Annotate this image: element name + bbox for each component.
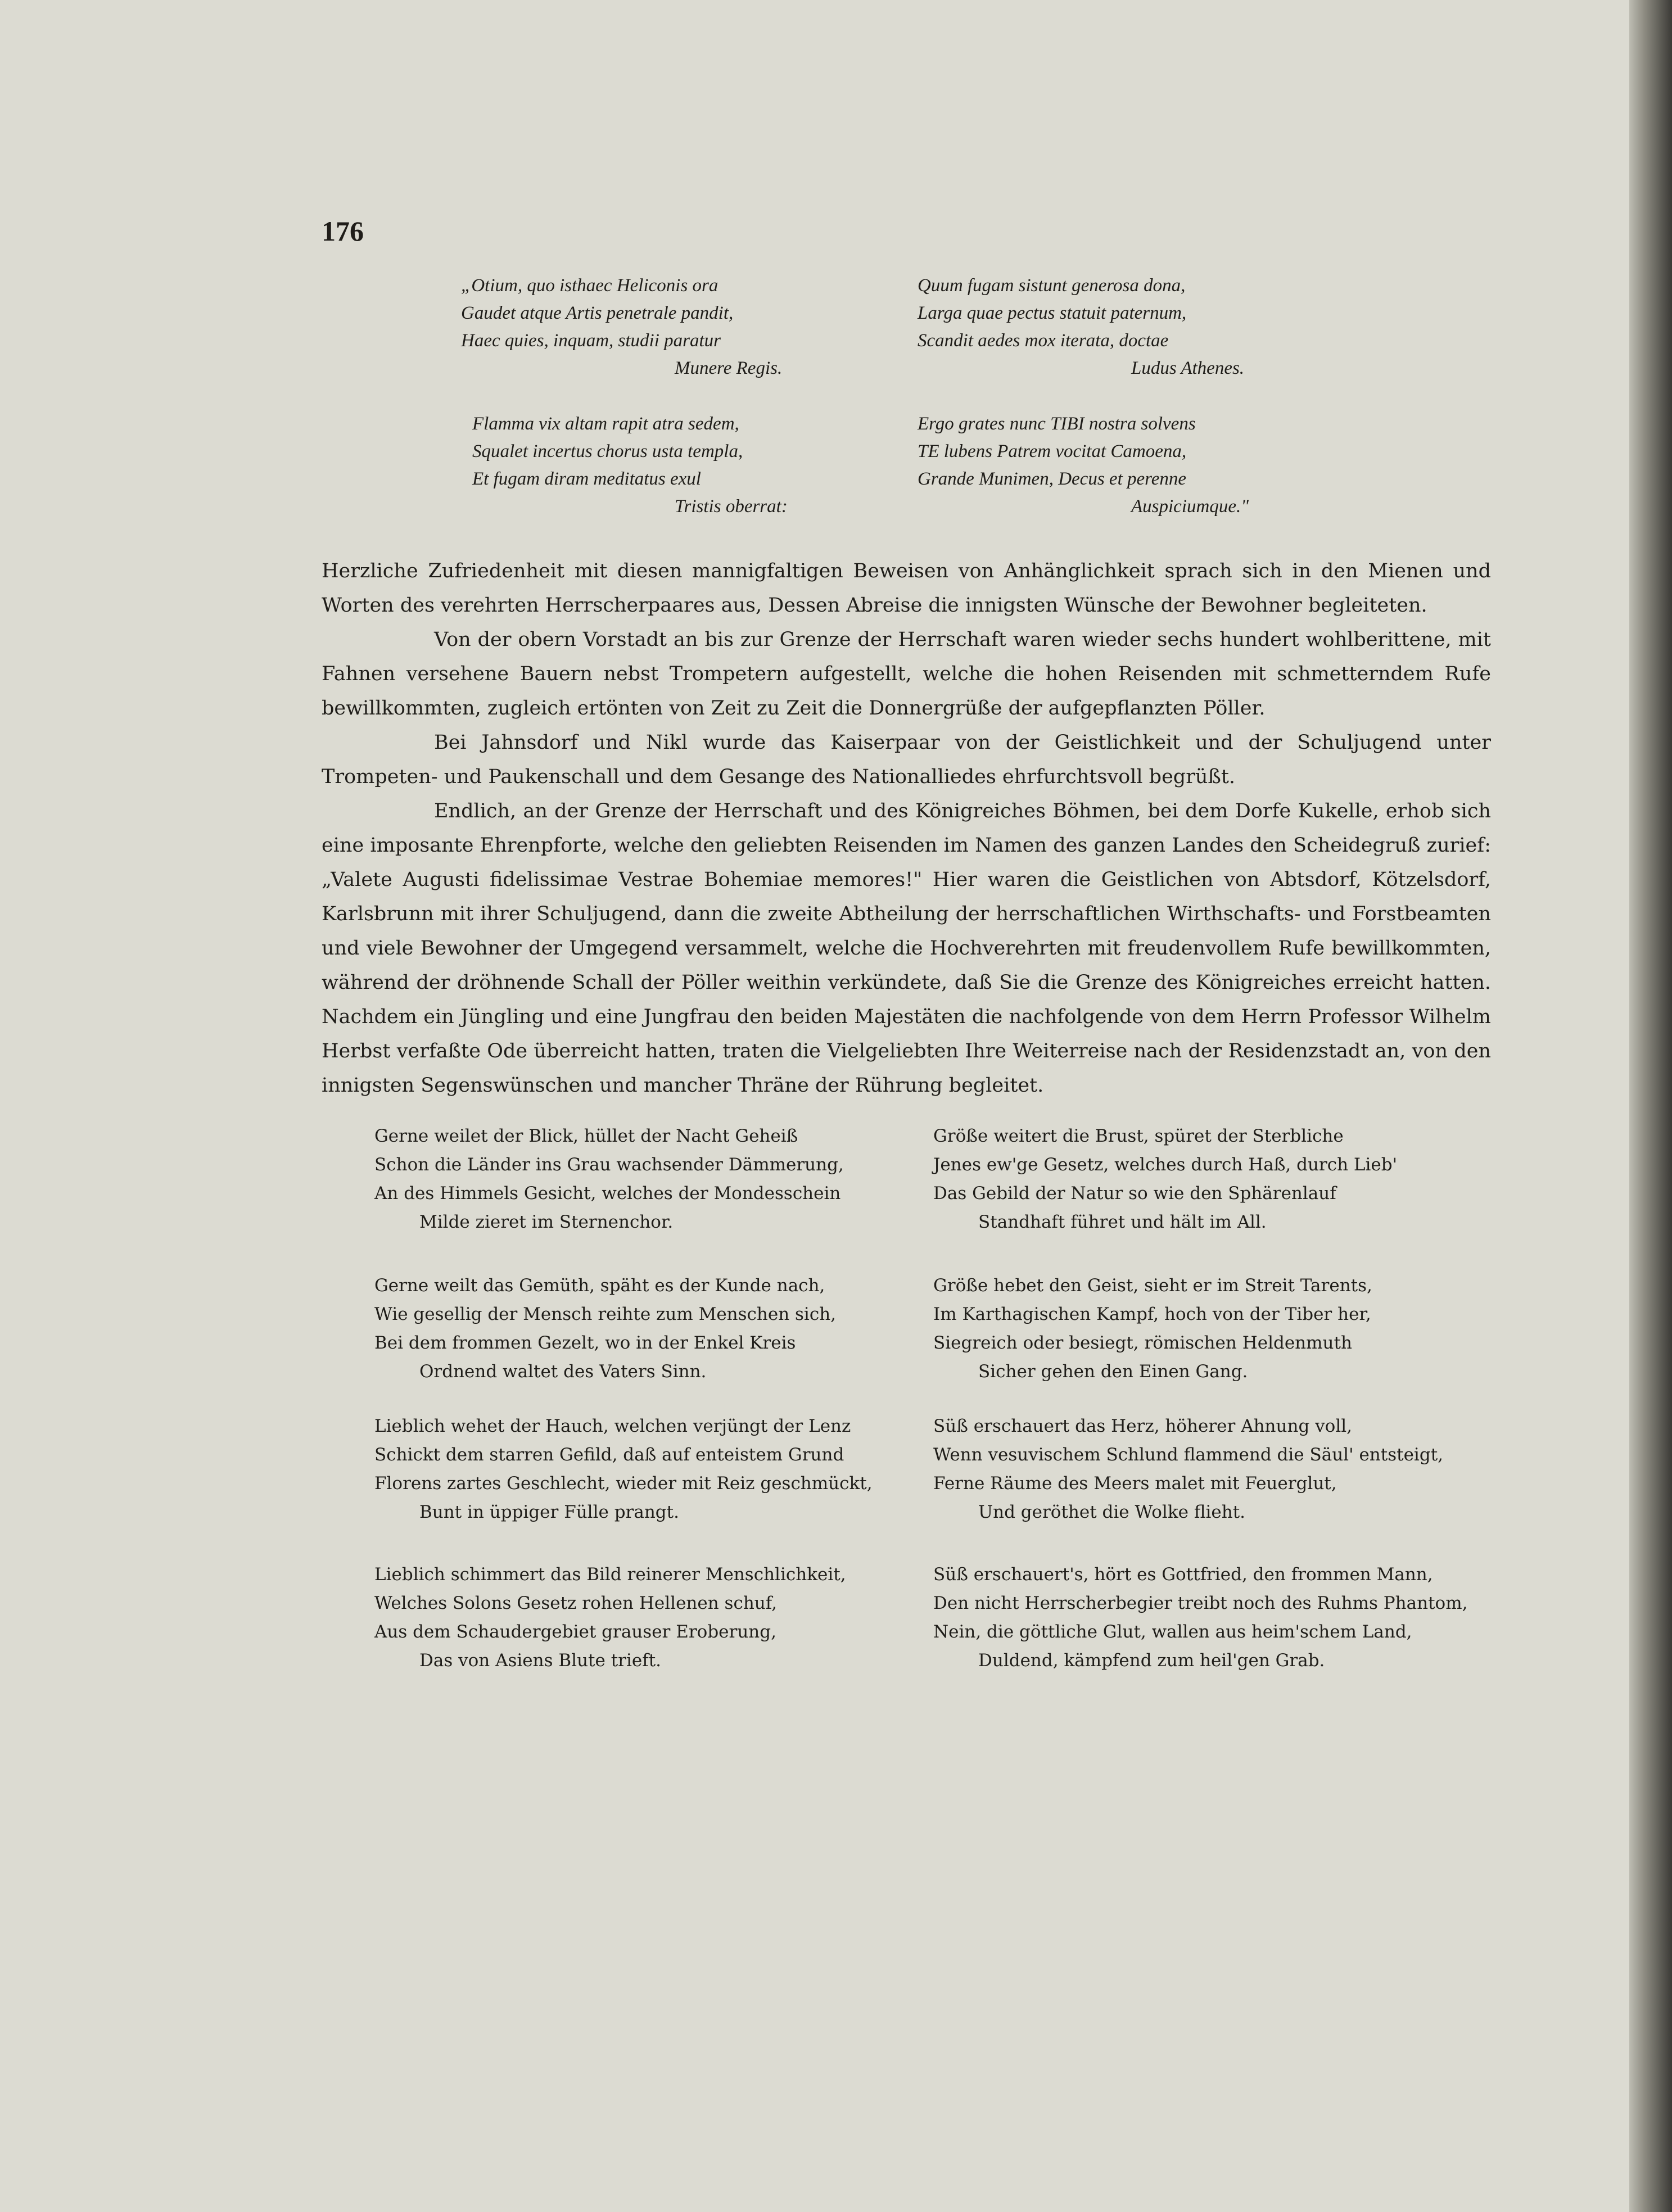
ode-stanza-2 xyxy=(374,1272,914,1386)
ode-line: Das Gebild der Natur so wie den Sphärenlauf xyxy=(933,1183,1336,1204)
latin-line: Munere Regis. xyxy=(675,358,783,378)
latin-stanza-2 xyxy=(472,410,900,521)
ode-line: Ferne Räume des Meers malet mit Feuerglut, xyxy=(933,1473,1337,1494)
ode-line: Größe hebet den Geist, sieht er im Streit Tarents, xyxy=(933,1275,1372,1296)
latin-line: Haec quies, inquam, studii paratur xyxy=(461,331,721,351)
latin-line: TE lubens Patrem vocitat Camoena, xyxy=(918,441,1187,462)
ode-stanza-6 xyxy=(933,1272,1473,1386)
ode-line: Florens zartes Geschlecht, wieder mit Reiz geschmückt, xyxy=(374,1473,873,1494)
latin-line: Flamma vix altam rapit atra sedem, xyxy=(472,414,739,434)
ode-line: Schon die Länder ins Grau wachsender Dämmerung, xyxy=(374,1155,844,1175)
ode-line: Das von Asiens Blute trieft. xyxy=(419,1650,662,1671)
ode-line: Aus dem Schaudergebiet grauser Eroberung, xyxy=(374,1622,776,1642)
prose-paragraph: Herzliche Zufriedenheit mit diesen mannigfaltigen Beweisen von Anhänglichkeit sprach sich in den Mienen und Worten des verehrten Herrscherpaares aus, Dessen Abreise die innigsten Wünsche der Bewohner begleiteten. xyxy=(322,560,1491,617)
ode-line: Größe weitert die Brust, spüret der Sterbliche xyxy=(933,1126,1344,1146)
page-number: 176 xyxy=(322,215,364,247)
latin-line: „Otium, quo isthaec Heliconis ora xyxy=(461,275,718,296)
ode-line: Wie gesellig der Mensch reihte zum Menschen sich, xyxy=(374,1304,837,1324)
ode-line: Gerne weilt das Gemüth, späht es der Kunde nach, xyxy=(374,1275,825,1296)
ode-line: Bunt in üppiger Fülle prangt. xyxy=(419,1502,679,1522)
prose-body xyxy=(322,554,1491,1103)
ode-line: Im Karthagischen Kampf, hoch von der Tiber her, xyxy=(933,1304,1371,1324)
ode-line: Welches Solons Gesetz rohen Hellenen schuf, xyxy=(374,1593,777,1613)
ode-stanza-7 xyxy=(933,1412,1473,1527)
ode-line: Ordnend waltet des Vaters Sinn. xyxy=(419,1361,707,1382)
latin-line: Ergo grates nunc TIBI nostra solvens xyxy=(918,414,1196,434)
ode-line: Sicher gehen den Einen Gang. xyxy=(978,1361,1248,1382)
latin-line: Larga quae pectus statuit paternum, xyxy=(918,303,1187,323)
latin-stanza-1 xyxy=(461,272,888,382)
scan-binding-edge xyxy=(1629,0,1672,2212)
ode-line: Wenn vesuvischem Schlund flammend die Säul' entsteigt, xyxy=(933,1445,1444,1465)
ode-line: Nein, die göttliche Glut, wallen aus heim'schem Land, xyxy=(933,1622,1412,1642)
latin-line: Ludus Athenes. xyxy=(1131,358,1245,378)
prose-paragraph: Bei Jahnsdorf und Nikl wurde das Kaiserpaar von der Geistlichkeit und der Schuljugend unter Trompeten- und Paukenschall und dem Gesange des Nationalliedes ehrfurchtsvoll begrüßt. xyxy=(322,731,1491,788)
ode-line: Süß erschauert's, hört es Gottfried, den frommen Mann, xyxy=(933,1564,1433,1585)
prose-paragraph: Von der obern Vorstadt an bis zur Grenze der Herrschaft waren wieder sechs hundert wohlberittene, mit Fahnen versehene Bauern nebst Trompetern aufgestellt, welche die hohen Reisenden mit schmetterndem Rufe bewillkommten, zugleich ertönten von Zeit zu Zeit die Donnergrüße der aufgepflanzten Pöller. xyxy=(322,628,1491,720)
ode-line: An des Himmels Gesicht, welches der Mondesschein xyxy=(374,1183,841,1204)
ode-stanza-3 xyxy=(374,1412,914,1527)
ode-stanza-4 xyxy=(374,1560,914,1675)
ode-line: Gerne weilet der Blick, hüllet der Nacht Geheiß xyxy=(374,1126,798,1146)
ode-line: Jenes ew'ge Gesetz, welches durch Haß, durch Lieb' xyxy=(933,1155,1398,1175)
prose-paragraph: Endlich, an der Grenze der Herrschaft und des Königreiches Böhmen, bei dem Dorfe Kukelle, erhob sich eine imposante Ehrenpforte, welche den geliebten Reisenden im Namen des ganzen Landes den Scheidegruß zurief: „Valete Augusti fidelissimae Vestrae Bohemiae memores!" Hier waren die Geistlichen von Abtsdorf, Kötzelsdorf, Karlsbrunn mit ihrer Schuljugend, dann die zweite Abtheilung der herrschaftlichen Wirthschafts- und Forstbeamten und viele Bewohner der Umgegend versammelt, welche die Hochverehrten mit freudenvollem Rufe bewillkommten, während der dröhnende Schall der Pöller weithin verkündete, daß Sie die Grenze des Königreiches erreicht hatten. Nachdem ein Jüngling und eine Jungfrau den beiden Majestäten die nachfolgende von dem Herrn Professor Wilhelm Herbst verfaßte Ode überreicht hatten, traten die Vielgeliebten Ihre Weiterreise nach der Residenzstadt an, von den innigsten Segenswünschen und mancher Thräne der Rührung begleitet. xyxy=(322,800,1491,1097)
ode-line: Siegreich oder besiegt, römischen Heldenmuth xyxy=(933,1333,1352,1353)
latin-line: Auspiciumque." xyxy=(1131,496,1249,517)
ode-line: Süß erschauert das Herz, höherer Ahnung voll, xyxy=(933,1416,1352,1436)
latin-line: Tristis oberrat: xyxy=(675,496,788,517)
ode-line: Lieblich schimmert das Bild reinerer Menschlichkeit, xyxy=(374,1564,846,1585)
latin-stanza-4 xyxy=(918,410,1345,521)
ode-stanza-5 xyxy=(933,1122,1473,1237)
ode-line: Lieblich wehet der Hauch, welchen verjüngt der Lenz xyxy=(374,1416,851,1436)
ode-line: Schickt dem starren Gefild, daß auf enteistem Grund xyxy=(374,1445,844,1465)
ode-stanza-8 xyxy=(933,1560,1473,1675)
ode-line: Duldend, kämpfend zum heil'gen Grab. xyxy=(978,1650,1325,1671)
latin-line: Quum fugam sistunt generosa dona, xyxy=(918,275,1186,296)
ode-line: Milde zieret im Sternenchor. xyxy=(419,1212,674,1232)
latin-stanza-3 xyxy=(918,272,1345,382)
ode-line: Bei dem frommen Gezelt, wo in der Enkel Kreis xyxy=(374,1333,796,1353)
ode-stanza-1 xyxy=(374,1122,914,1237)
latin-line: Et fugam diram meditatus exul xyxy=(472,469,701,489)
ode-line: Und geröthet die Wolke flieht. xyxy=(978,1502,1246,1522)
latin-line: Grande Munimen, Decus et perenne xyxy=(918,469,1187,489)
ode-line: Den nicht Herrscherbegier treibt noch des Ruhms Phantom, xyxy=(933,1593,1468,1613)
latin-line: Squalet incertus chorus usta templa, xyxy=(472,441,743,462)
latin-line: Gaudet atque Artis penetrale pandit, xyxy=(461,303,734,323)
ode-line: Standhaft führet und hält im All. xyxy=(978,1212,1267,1232)
latin-line: Scandit aedes mox iterata, doctae xyxy=(918,331,1169,351)
